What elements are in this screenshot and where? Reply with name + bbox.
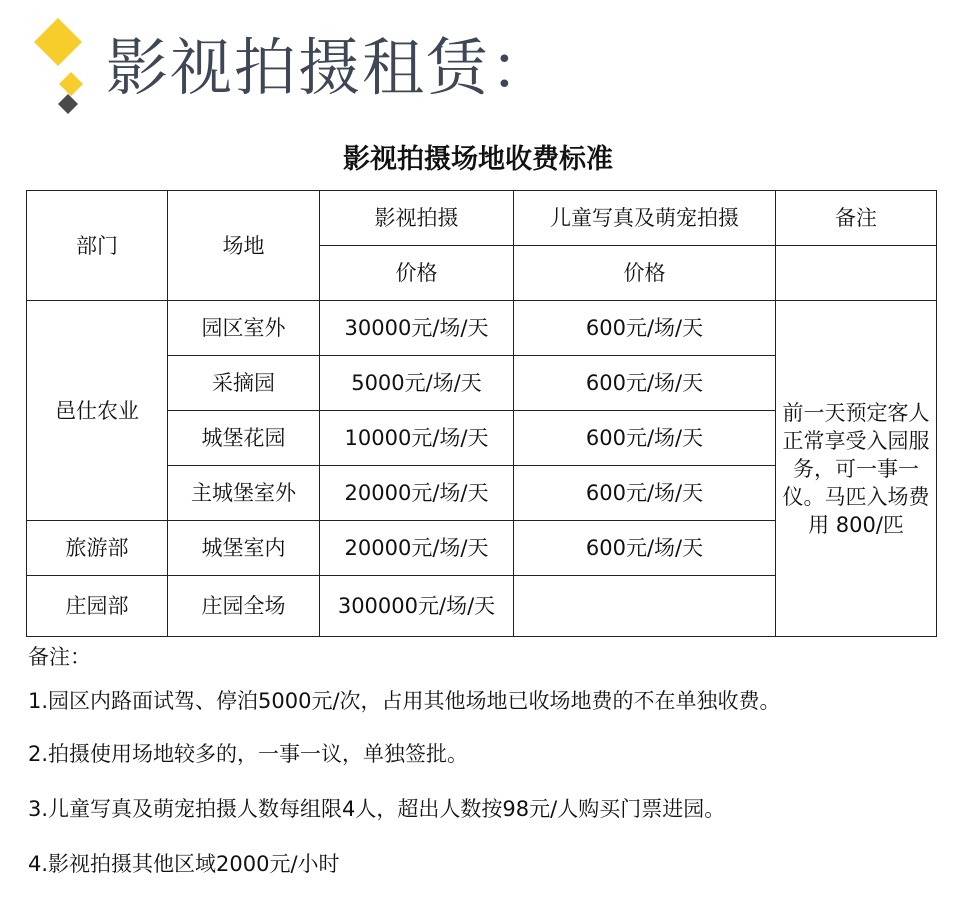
logo-diamond-icon: [24, 16, 94, 116]
kids-price-cell: [514, 576, 776, 637]
note-item: 2.拍摄使用场地较多的，一事一议，单独签批。: [28, 742, 469, 766]
venue-cell: 城堡花园: [168, 411, 320, 466]
venue-cell: 庄园全场: [168, 576, 320, 637]
film-price-cell: 20000元/场/天: [320, 521, 514, 576]
kids-price-cell: 600元/场/天: [514, 356, 776, 411]
notes-section: [28, 640, 781, 876]
kids-price-cell: 600元/场/天: [514, 466, 776, 521]
film-price-cell: 10000元/场/天: [320, 411, 514, 466]
note-item: 3.儿童写真及萌宠拍摄人数每组限4人，超出人数按98元/人购买门票进园。: [28, 797, 726, 821]
notes-heading: 备注：: [28, 645, 91, 669]
kids-price-cell: 600元/场/天: [514, 411, 776, 466]
dept-cell: 旅游部: [27, 521, 168, 576]
film-price-cell: 20000元/场/天: [320, 466, 514, 521]
remark-cell: 前一天预定客人正常享受入园服务，可一事一仪。马匹入场费用 800/匹: [776, 301, 937, 637]
venue-cell: 采摘园: [168, 356, 320, 411]
header-kids-price: 价格: [514, 246, 776, 301]
page-title: 影视拍摄租赁：: [106, 31, 555, 104]
kids-price-cell: 600元/场/天: [514, 301, 776, 356]
kids-price-cell: 600元/场/天: [514, 521, 776, 576]
table-title: 影视拍摄场地收费标准: [343, 144, 613, 175]
film-price-cell: 30000元/场/天: [320, 301, 514, 356]
header-venue: 场地: [168, 191, 320, 301]
venue-cell: 城堡室内: [168, 521, 320, 576]
venue-cell: 主城堡室外: [168, 466, 320, 521]
fee-table: [26, 190, 937, 637]
note-item: 4.影视拍摄其他区域2000元/小时: [28, 852, 340, 876]
note-item: 1.园区内路面试驾、停泊5000元/次，占用其他场地已收场地费的不在单独收费。: [28, 689, 781, 713]
header-remark: 备注: [776, 191, 937, 246]
table-row: [27, 301, 937, 356]
dept-cell: 邑仕农业: [27, 301, 168, 521]
table-header-row: [27, 191, 937, 246]
film-price-cell: 300000元/场/天: [320, 576, 514, 637]
film-price-cell: 5000元/场/天: [320, 356, 514, 411]
header-film-price: 价格: [320, 246, 514, 301]
header-remark-empty: [776, 246, 937, 301]
dept-cell: 庄园部: [27, 576, 168, 637]
header-dept: 部门: [27, 191, 168, 301]
header-film: 影视拍摄: [320, 191, 514, 246]
header-kids: 儿童写真及萌宠拍摄: [514, 191, 776, 246]
venue-cell: 园区室外: [168, 301, 320, 356]
